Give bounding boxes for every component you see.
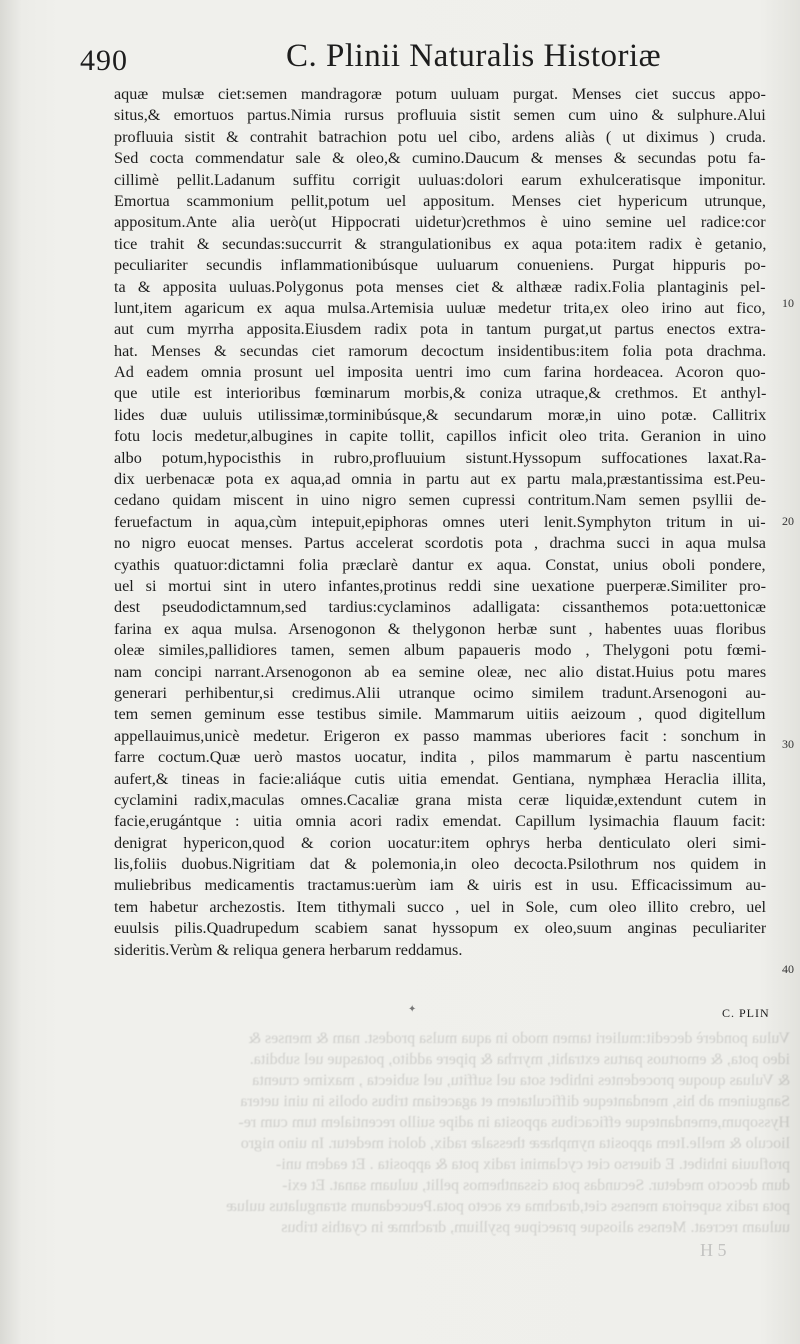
bleed-line: dum decocto medetur. Secundas pota cissanthemos pellit, uuluam sanat. Et exi-	[282, 1177, 790, 1194]
margin-line-number: 30	[782, 737, 794, 751]
bleed-line: profluuia inhibet. E diuerso ciet cyclamini radix pota & apposita . Et eadem uni-	[275, 1156, 790, 1173]
text-line: lunt,item agaricum ex aqua mulsa.Artemisia uuluæ medetur trita,ex oleo irino aut fico,	[114, 298, 766, 317]
text-line: no nigro euocat menses. Partus accelerat scordotis pota , drachma succi in aqua mulsa	[114, 534, 766, 553]
text-line: tem semen geminum esse testibus simile. Mammarum uitiis aeizoum , quod digitellum	[114, 705, 766, 724]
text-line: feruefactum in aqua,cùm intepuit,epiphoras omnes uteri lenit.Symphyton tritum in ui-	[114, 512, 766, 531]
text-line: Ad eadem omnia prosunt uel imposita uentri imo cum farina hordeacea. Acoron quo-	[114, 363, 766, 382]
running-title: C. Plinii Naturalis Historiæ	[286, 38, 662, 74]
bleed-line: Sanguinem ab his, mendanteque difficultatem et agacetiam tribus obolis in uini uetera	[240, 1093, 790, 1110]
page-number: 490	[80, 44, 128, 77]
text-line: muliebribus medicamentis tractamus:uerùm iam & uiris est in usu. Efficacissimum au-	[114, 876, 766, 895]
text-line: generari perhibentur,si credimus.Alii utranque ocimo similem tradunt.Arsenogoni au-	[114, 683, 766, 702]
catchword: C. PLIN	[722, 1006, 770, 1020]
text-line: facie,erugántque : uitia omnia acori radix emendat. Capillum lysimachia flauum facit:	[114, 812, 766, 831]
text-line: albo potum,hypocisthis in rubro,profluuium sistunt.Hyssopum suffocationes laxat.Ra-	[114, 448, 766, 467]
text-line: hat. Menses & secundas ciet ramorum decoctum insidentibus:item folia pota drachma.	[114, 341, 766, 360]
text-line: aut cum myrrha apposita.Eiusdem radix pota in tantum purgat,ut partus enectos extra-	[114, 320, 766, 339]
text-line: tem habetur archezostis. Item tithymali succo , uel in Sole, cum oleo illito crebro, uel	[114, 897, 766, 916]
text-line: cyathis quatuor:dictamni folia præclarè dantur ex aqua. Constat, unius oboli pondere,	[114, 555, 766, 574]
text-line: denigrat hypericon,quod & corion uocatur:item ophrys herba denticulato oleri simi-	[114, 833, 766, 852]
text-line: cillimè pellit.Ladanum suffitu corrigit uuluas:dolori earum exhulceratisque imponitur.	[114, 170, 766, 189]
text-line: lis,foliis duobus.Nigritiam dat & polemonia,in oleo decocta.Psilothrum nos quidem in	[114, 855, 766, 874]
text-line: appellauimus,unicè medetur. Erigeron ex passo mammas uberiores facit : sonchum in	[114, 726, 766, 745]
text-line: que utile est interioribus fœminarum morbis,& coniza utraque,& crethmos. Et anthyl-	[114, 384, 766, 403]
bleed-line: & Vuluas quoque procedentes inhibet sota uel suffitu, uel subiecta , maxime cruenta	[252, 1072, 790, 1089]
text-line: ta & apposita uuluas.Polygonus pota menses ciet & althææ radix.Folia plantaginis pel-	[114, 277, 766, 296]
text-line: cyclamini radix,maculas omnes.Cacaliæ grana mista ceræ liquidæ,extendunt cutem in	[114, 790, 766, 809]
bleed-line: lioculo & melle.Item apposita nymphææ thessalæ radix, dolori medetur. In uino nigro	[240, 1135, 790, 1152]
bleed-line: pota radix superiora menses ciet,drachma ex aceto pota.Peucedanum strangulatus uuluæ	[226, 1198, 790, 1215]
text-line: profluuia sistit & contrahit batrachion potu uel cibo, ardens aliàs ( ut diximus ) cruda.	[114, 127, 766, 146]
main-text-block	[114, 84, 766, 961]
text-line: farre coctum.Quæ uerò mastos uocatur, indita , pilos mammarum è partu nascentium	[114, 748, 766, 767]
text-line: situs,& emortuos partus.Nimia rursus profluuia sistit semen cum uino & sulphure.Alui	[114, 106, 766, 125]
text-line: sideritis.Verùm & reliqua genera herbarum reddamus.	[114, 940, 463, 959]
text-line: aufert,& tineas in facie:aliáque cutis uitia emendat. Gentiana, nymphæa Heraclia illita,	[114, 769, 766, 788]
text-line: Sed cocta commendatur sale & oleo,& cumino.Daucum & menses & secundas potu fa-	[114, 149, 766, 168]
text-line: fotu locis medetur,albugines in capite tollit, capillos inficit oleo trita. Geranion in uino	[114, 427, 766, 446]
bleed-line: uuluam recreat. Menses aliosque praecipue psyllium, drachmæ in cyathis tribus	[281, 1219, 790, 1236]
text-line: oleæ similes,pallidiores tamen, semen album papaueris modo , Thelygoni potu fœmi-	[114, 641, 766, 660]
bleed-line: Hyssopum,emendanteque efficacibus apposita in adipe suillo recentialem tum cum re-	[238, 1114, 790, 1131]
text-line: dix uerbenacæ pota ex aqua,ad omnia in partu aut ex partu mala,præstantissima est.Peu-	[114, 470, 766, 489]
margin-line-number: 40	[782, 962, 794, 976]
margin-line-number: 10	[782, 296, 794, 310]
text-line: peculiariter secundis inflammationibúsque uuluarum conueniens. Purgat hippuris po-	[114, 256, 766, 275]
margin-line-number: 20	[782, 514, 794, 528]
text-line: dest pseudodictamnum,sed tardius:cyclaminos adalligata: cissanthemos pota:uettonicæ	[114, 598, 766, 617]
bleed-line: Vulua ponderè decedit:mulieri tamen modo in aqua mulsa prodest. nam & menses &	[248, 1030, 790, 1047]
page-header	[80, 38, 780, 82]
text-line: euulsis pilis.Quadrupedum scabiem sanat hyssopum ex oleo,suum anginas peculiariter	[114, 919, 766, 938]
text-line: nam concipi narrant.Arsenogonon ab ea semine oleæ, nec alio distat.Huius potu mares	[114, 662, 766, 681]
text-line: Emortua scammonium pellit,potum uel appositum. Menses ciet hypericum utrunque,	[114, 191, 766, 210]
text-line: farina ex aqua mulsa. Arsenogonon & thelygonon herbæ sunt , habentes uuas floribus	[114, 619, 766, 638]
text-line: uel si mortui sint in utero infantes,protinus reddi sine uexatione puerperæ.Similiter pro-	[114, 576, 766, 595]
text-line: tice trahit & secundas:succurrit & strangulationibus ex aqua pota:item radix è getanio,	[114, 234, 766, 253]
bleed-line: ideo pota, & emortuos partus extrahit, myrrha & pipere addito, potasque uel subdita.	[249, 1051, 790, 1068]
text-line: lides duæ uuluis utilissimæ,torminibúsque,& secundarum moræ,in uino potæ. Callitrix	[114, 405, 766, 424]
bleed-through-text	[100, 1028, 790, 1318]
text-line: appositum.Ante alia uerò(ut Hippocrati uidetur)crethmos è uino semine uel radice:cor	[114, 213, 766, 232]
text-line: aquæ mulsæ ciet:semen mandragoræ potum uuluam purgat. Menses ciet succus appo-	[114, 85, 766, 103]
bleed-through-signature: H 5	[700, 1240, 727, 1260]
text-line: cedano quidam miscent in uino nigro semen cupressi contritum.Nam semen psyllii de-	[114, 491, 766, 510]
ornament-mark: ✦	[408, 1004, 417, 1015]
